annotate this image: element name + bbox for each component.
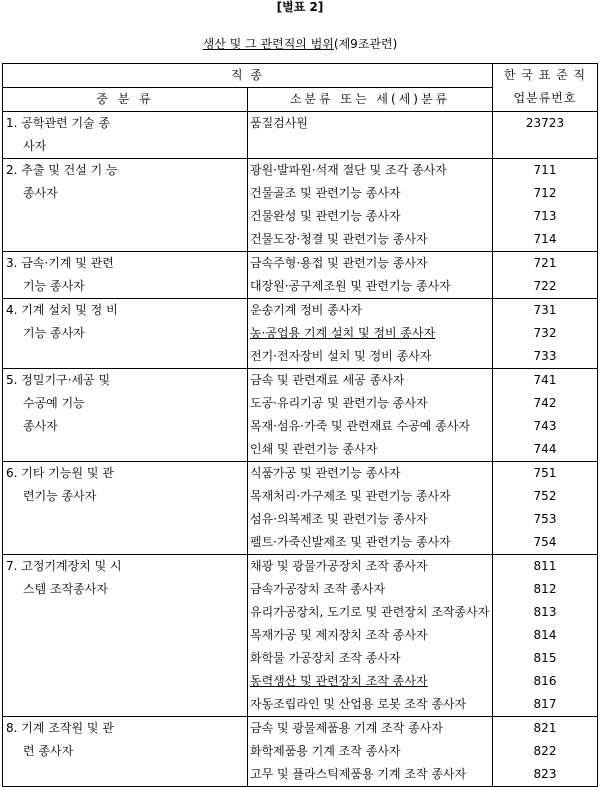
sub-class-item: 펠트·가죽신발제조 및 관련기능 종사자: [250, 535, 451, 549]
sub-class-item: 금속가공장치 조작 종사자: [250, 582, 386, 596]
code-value: 721: [533, 256, 557, 270]
sub-class-item: 건물골조 및 관련기능 종사자: [250, 186, 401, 200]
code-value: 722: [533, 279, 557, 293]
mid-class-line: 5. 정밀기구·세공 및: [6, 373, 111, 387]
code-cell: [493, 299, 598, 369]
code-value: 743: [533, 419, 557, 433]
header-occupation: [3, 64, 493, 88]
code-value: 713: [533, 209, 557, 223]
table-row: [3, 112, 598, 159]
mid-class-cell: [3, 252, 248, 299]
sub-class-item: 전기·전자장비 설치 및 정비 종사자: [250, 349, 432, 363]
occupation-table: [2, 63, 598, 787]
mid-class-line: 련기능 종사자: [23, 489, 97, 503]
header-code-line2: 업분류번호: [513, 91, 577, 105]
code-value: 813: [533, 605, 557, 619]
mid-class-line: 스템 조작종사자: [23, 582, 108, 596]
code-value: 823: [533, 767, 557, 781]
code-cell: [493, 555, 598, 717]
code-value: 751: [533, 466, 557, 480]
code-cell: [493, 369, 598, 462]
table-row: [3, 717, 598, 787]
sub-class-item: 광원·발파원·석재 절단 및 조각 종사자: [250, 163, 447, 177]
code-value: 752: [533, 489, 557, 503]
code-value: 812: [533, 582, 557, 596]
code-value: 712: [533, 186, 557, 200]
header-sub-class-text: 소분류 또는 세(세)분류: [289, 92, 451, 106]
sub-class-item: 채광 및 광물가공장치 조작 종사자: [250, 559, 428, 573]
sub-class-cell: [248, 112, 493, 159]
code-cell: [493, 252, 598, 299]
sub-class-item: 고무 및 플라스틱제품용 기계 조작 종사자: [250, 767, 467, 781]
sub-class-cell: [248, 299, 493, 369]
sub-class-item: 운송기계 정비 종사자: [250, 303, 362, 317]
code-value: 23723: [525, 116, 565, 130]
code-value: 822: [533, 744, 557, 758]
sub-class-item-text: 동력생산 및 관련장치 조작 종사자: [250, 674, 428, 688]
mid-class-line: 7. 고정기계장치 및 시: [6, 559, 122, 573]
title-main: 생산 및 그 관련직의 범위: [202, 37, 334, 51]
code-value: 753: [533, 512, 557, 526]
code-cell: [493, 717, 598, 787]
sub-class-cell: [248, 717, 493, 787]
code-value: 711: [533, 163, 557, 177]
sub-class-item: 금속 및 광물제품용 기계 조작 종사자: [250, 721, 443, 735]
mid-class-line: 수공예 기능: [23, 396, 85, 410]
sub-class-cell: [248, 555, 493, 717]
code-cell: [493, 159, 598, 252]
code-cell: [493, 112, 598, 159]
code-value: 744: [533, 442, 557, 456]
mid-class-cell: [3, 299, 248, 369]
mid-class-line: 4. 기계 설치 및 정 비: [6, 303, 118, 317]
sub-class-item: 건물도장·청결 및 관련기능 종사자: [250, 232, 428, 246]
header-occupation-text: 직 종: [231, 68, 264, 82]
header-code: [493, 64, 598, 112]
sub-class-item: 도공·유리기공 및 관련기능 종사자: [250, 396, 428, 410]
sub-class-item: 화학물 가공장치 조작 종사자: [250, 651, 401, 665]
code-value: 714: [533, 232, 557, 246]
sub-class-item: 인쇄 및 관련기능 종사자: [250, 442, 378, 456]
sub-class-item: 목재·섬유·가죽 및 관련재료 수공예 종사자: [250, 419, 470, 433]
sub-class-item: 자동조립라인 및 산업용 로봇 조작 종사자: [250, 697, 467, 711]
code-value: 732: [533, 326, 557, 340]
table-row: [3, 159, 598, 252]
mid-class-line: 련 종사자: [23, 744, 74, 758]
sub-class-item: 화학제품용 기계 조작 종사자: [250, 744, 401, 758]
code-value: 811: [533, 559, 557, 573]
sub-class-cell: [248, 252, 493, 299]
mid-class-line: 6. 기타 기능원 및 관: [6, 466, 114, 480]
mid-class-line: 종사자: [23, 186, 58, 200]
header-code-line1: 한 국 표 준 직: [503, 68, 587, 82]
code-value: 754: [533, 535, 557, 549]
header-mid-class: [3, 88, 248, 112]
code-value: 742: [533, 396, 557, 410]
mid-class-line: 종사자: [23, 419, 58, 433]
header-sub-class: [248, 88, 493, 112]
sub-class-item: [250, 322, 492, 345]
sub-class-item: [250, 670, 492, 693]
code-cell: [493, 462, 598, 555]
annex-label: [별표 2]: [276, 0, 324, 14]
sub-class-item: 금속주형·용접 및 관련기능 종사자: [250, 256, 428, 270]
table-row: [3, 369, 598, 462]
mid-class-line: 기능 종사자: [23, 279, 85, 293]
sub-class-cell: [248, 369, 493, 462]
header-row-1: [3, 64, 598, 88]
sub-class-item: 목재처리·가구제조 및 관련기능 종사자: [250, 489, 451, 503]
code-value: 733: [533, 349, 557, 363]
code-value: 816: [533, 674, 557, 688]
mid-class-cell: [3, 159, 248, 252]
mid-class-line: 3. 금속·기계 및 관련: [6, 256, 114, 270]
mid-class-cell: [3, 555, 248, 717]
table-row: [3, 555, 598, 717]
table-row: [3, 299, 598, 369]
sub-class-cell: [248, 159, 493, 252]
mid-class-line: 사자: [23, 139, 47, 153]
sub-class-item-text: 농·공업용 기계 설치 및 정비 종사자: [250, 326, 436, 340]
code-value: 814: [533, 628, 557, 642]
mid-class-line: 2. 추출 및 건설 기 능: [6, 163, 118, 177]
code-value: 731: [533, 303, 557, 317]
table-row: [3, 252, 598, 299]
sub-class-item: 금속 및 관련재료 세공 종사자: [250, 373, 405, 387]
code-value: 821: [533, 721, 557, 735]
code-value: 817: [533, 697, 557, 711]
mid-class-cell: [3, 462, 248, 555]
sub-class-item: 품질검사원: [250, 116, 308, 130]
sub-class-item: 목재가공 및 제지장치 조작 종사자: [250, 628, 428, 642]
title-reference: (제9조관련): [333, 37, 398, 51]
table-row: [3, 462, 598, 555]
code-value: 815: [533, 651, 557, 665]
sub-class-item: 섬유·의복제조 및 관련기능 종사자: [250, 512, 428, 526]
sub-class-item: 유리가공장치, 도기로 및 관련장치 조작종사자: [250, 605, 490, 619]
document-title: [0, 36, 600, 52]
mid-class-cell: [3, 369, 248, 462]
mid-class-line: 8. 기계 조작원 및 관: [6, 721, 114, 735]
header-mid-class-text: 중 분 류: [96, 92, 154, 106]
sub-class-item: 대장원·공구제조원 및 관련기능 종사자: [250, 279, 451, 293]
mid-class-line: 기능 종사자: [23, 326, 85, 340]
mid-class-cell: [3, 717, 248, 787]
sub-class-item: 건물완성 및 관련기능 종사자: [250, 209, 401, 223]
mid-class-cell: [3, 112, 248, 159]
sub-class-cell: [248, 462, 493, 555]
code-value: 741: [533, 373, 557, 387]
sub-class-item: 식품가공 및 관련기능 종사자: [250, 466, 401, 480]
mid-class-line: 1. 공학관련 기술 종: [6, 116, 111, 130]
